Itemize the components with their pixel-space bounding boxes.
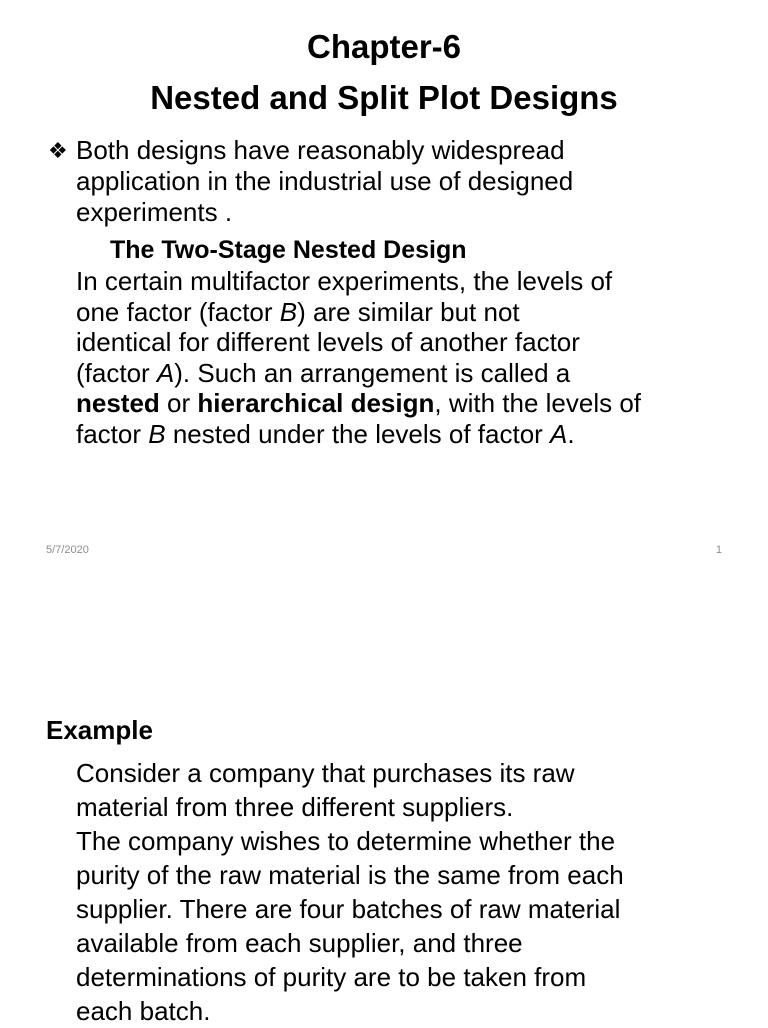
example-line: Consider a company that purchases its raw — [76, 758, 575, 788]
paragraph-line: one factor (factor B) are similar but not — [76, 296, 520, 327]
example-line: The company wishes to determine whether the — [76, 826, 616, 856]
nested-design-paragraph — [76, 266, 716, 449]
example-line: material from three different suppliers. — [76, 792, 514, 822]
slide-2 — [0, 575, 768, 1024]
paragraph-line: factor B nested under the levels of factor A. — [76, 418, 575, 449]
paragraph-line: (factor A). Such an arrangement is called a — [76, 357, 571, 388]
example-paragraph — [76, 756, 736, 1028]
example-line: determinations of purity are to be taken from — [76, 962, 587, 992]
paragraph-line: nested or hierarchical design, with the levels of — [76, 388, 642, 418]
example-line: purity of the raw material is the same from each — [76, 860, 624, 890]
term-hierarchical-design: hierarchical design — [197, 388, 435, 418]
slide-number: 1 — [715, 544, 722, 556]
slide-date: 5/7/2020 — [46, 544, 89, 556]
example-heading: Example — [46, 715, 153, 745]
example-line: supplier. There are four batches of raw material — [76, 894, 621, 924]
diamond-bullet-icon: ❖ — [48, 138, 68, 163]
slide-title: Nested and Split Plot Designs — [150, 79, 618, 116]
section-subheading: The Two-Stage Nested Design — [110, 236, 467, 264]
term-nested: nested — [76, 388, 160, 418]
example-line: available from each supplier, and three — [76, 928, 523, 958]
chapter-title: Chapter-6 — [306, 28, 462, 65]
example-line: each batch. — [76, 996, 211, 1026]
paragraph-line: In certain multifactor experiments, the levels of — [76, 266, 613, 296]
bullet-text: Both designs have reasonably widespread application in the industrial use of designed experiments . — [76, 135, 574, 227]
paragraph-line: identical for different levels of another factor — [76, 327, 580, 357]
